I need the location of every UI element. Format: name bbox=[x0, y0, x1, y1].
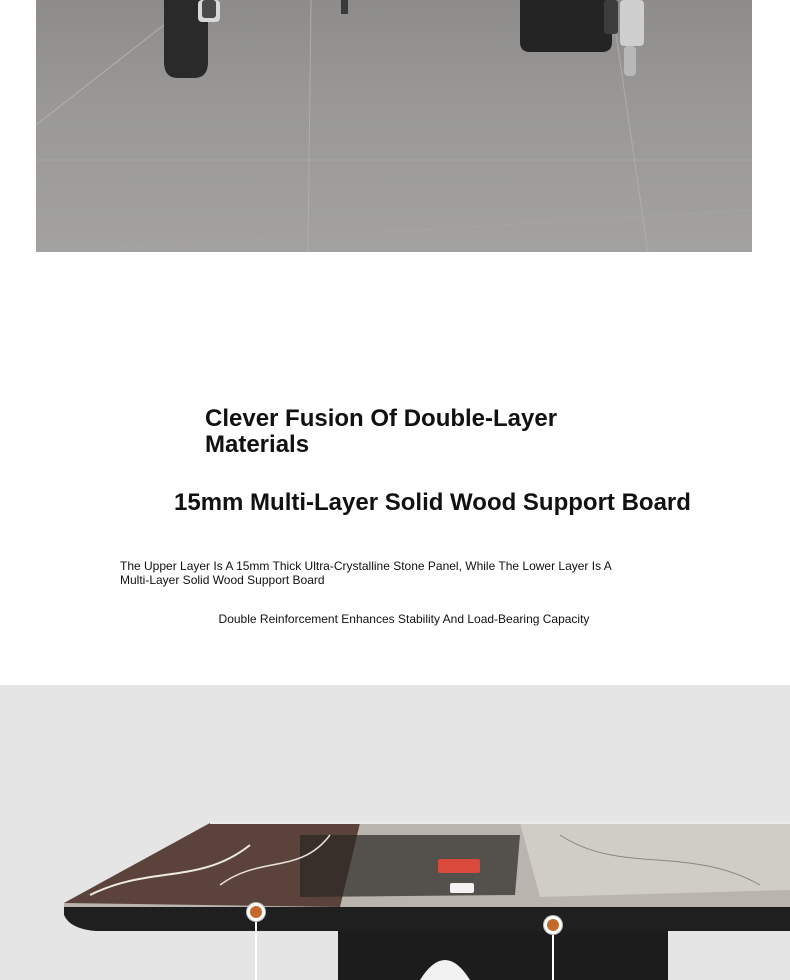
table-top-illustration bbox=[0, 685, 790, 980]
hero-product-photo bbox=[36, 0, 752, 252]
callout-line-wood bbox=[552, 931, 554, 980]
callout-marker-stone bbox=[247, 903, 265, 921]
detail-product-photo bbox=[0, 685, 790, 980]
table-legs-illustration bbox=[36, 0, 752, 252]
section-heading: Clever Fusion Of Double-Layer Materials bbox=[205, 405, 558, 458]
callout-line-stone bbox=[255, 917, 257, 980]
section-subheading: 15mm Multi-Layer Solid Wood Support Board bbox=[174, 489, 691, 516]
section-tagline: Double Reinforcement Enhances Stability And Load-Bearing Capacity bbox=[218, 612, 590, 626]
section-description: The Upper Layer Is A 15mm Thick Ultra-Crystalline Stone Panel, While The Lower Layer Is A Multi-Layer Solid Wood Support Board bbox=[120, 559, 612, 587]
callout-marker-wood bbox=[544, 916, 562, 934]
